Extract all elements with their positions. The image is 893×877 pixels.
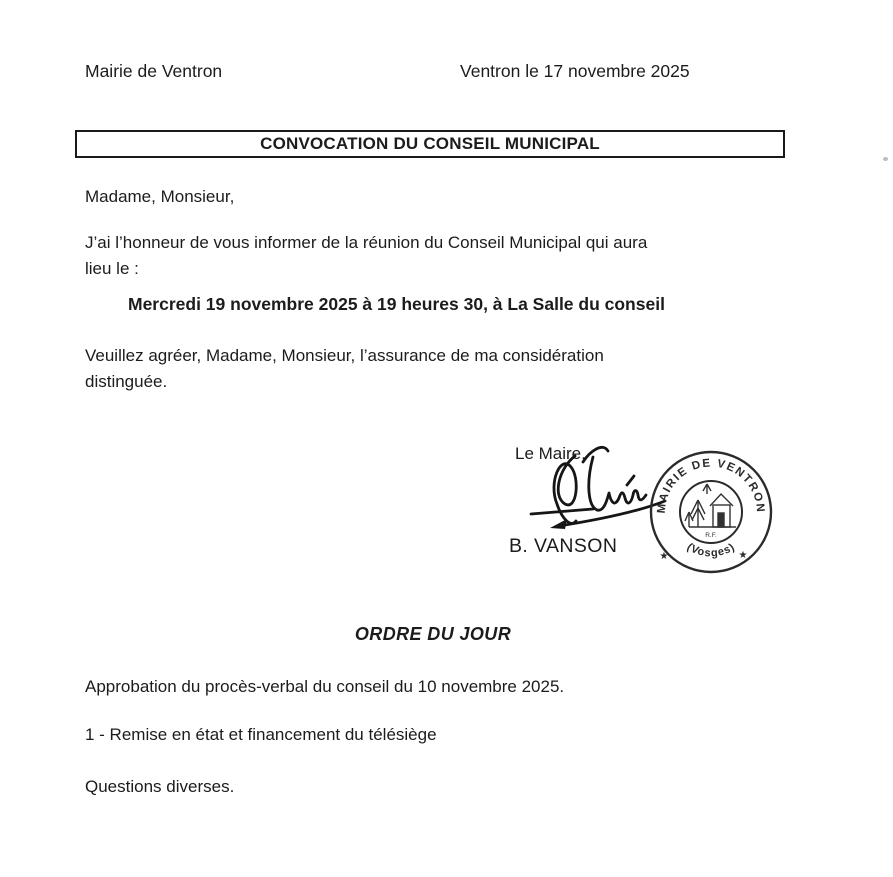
closing-paragraph: [85, 343, 604, 395]
agenda-heading: ORDRE DU JOUR: [354, 624, 512, 644]
signature-arrowhead: [550, 519, 567, 529]
stamp-right-star-icon: ★: [738, 550, 748, 561]
salutation: Madame, Monsieur,: [85, 187, 235, 206]
signer-name: B. VANSON: [509, 535, 618, 557]
place-date-line: Ventron le 17 novembre 2025: [460, 61, 690, 81]
agenda-item: Approbation du procès-verbal du conseil du 10 novembre 2025.: [85, 677, 565, 696]
stamp-left-star-icon: ★: [659, 551, 669, 562]
intro-paragraph: [85, 230, 647, 282]
stamp-top-text: MAIRIE DE VENTRON: [655, 457, 767, 514]
closing-line-1: Veuillez agréer, Madame, Monsieur, l’assurance de ma considération: [85, 346, 604, 365]
agenda-item: Questions diverses.: [85, 777, 235, 796]
scan-artifact-speck: [883, 157, 888, 161]
stamp-emblem-icon: [685, 484, 736, 527]
intro-line-1: J’ai l’honneur de vous informer de la réunion du Conseil Municipal qui aura: [85, 233, 648, 252]
stamp-bottom-text: (Vosges): [684, 541, 738, 560]
agenda-item: 1 - Remise en état et financement du télésiège: [85, 725, 437, 744]
meeting-date-line: Mercredi 19 novembre 2025 à 19 heures 30, à La Salle du conseil: [128, 294, 665, 314]
document-title-box: [75, 130, 785, 158]
closing-line-2: distinguée.: [85, 372, 168, 391]
intro-line-2: lieu le :: [85, 259, 139, 278]
sender-name: Mairie de Ventron: [85, 61, 223, 81]
signer-title: Le Maire,: [515, 444, 586, 463]
stamp-center-text: R.F.: [705, 532, 717, 539]
document-title: CONVOCATION DU CONSEIL MUNICIPAL: [260, 134, 600, 153]
municipal-stamp-icon: [641, 442, 781, 582]
